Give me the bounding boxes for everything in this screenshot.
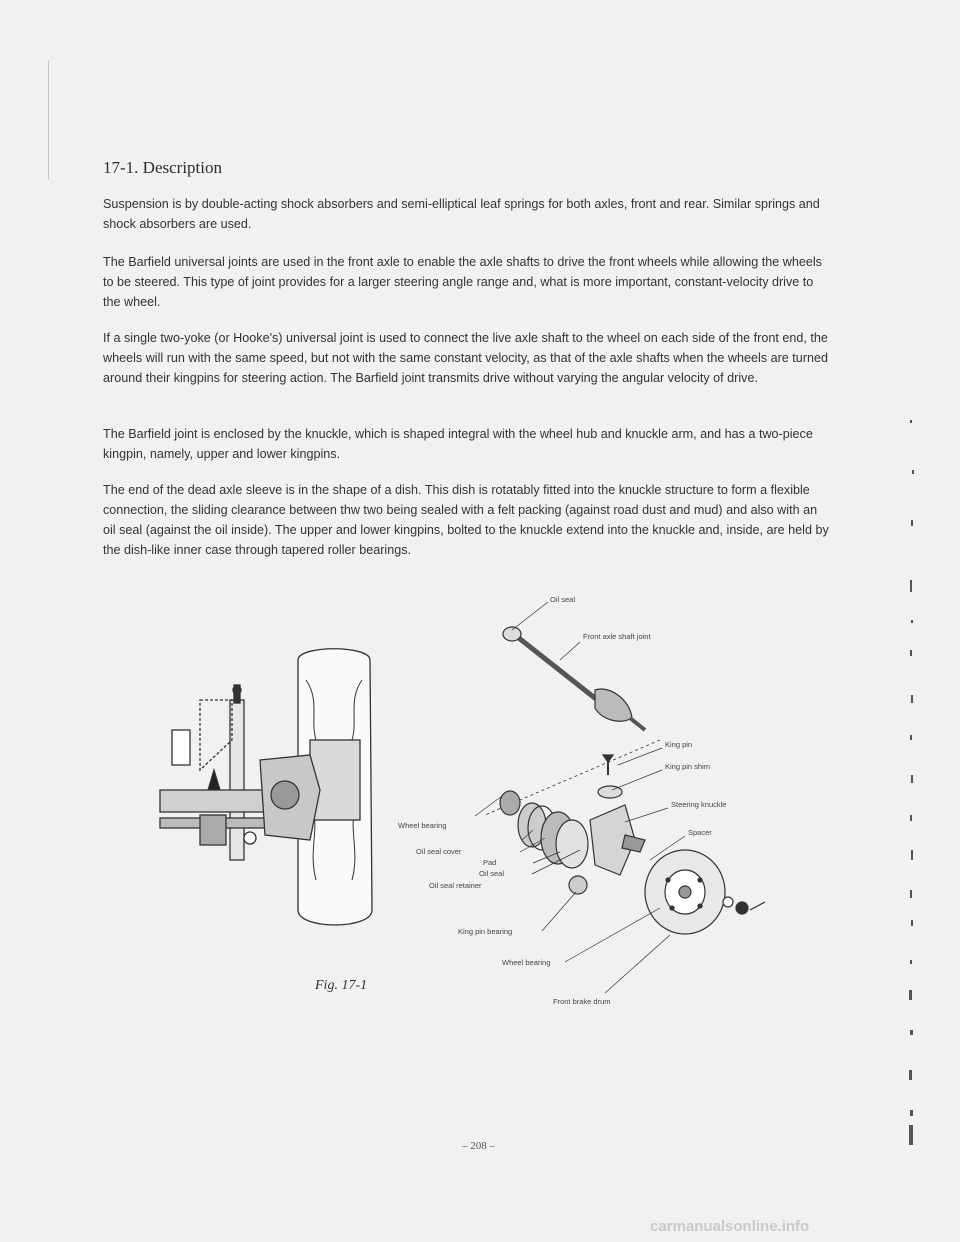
label-king-pin-shim: King pin shim — [665, 762, 711, 771]
paragraph-hookes-joint: If a single two-yoke (or Hooke's) universal joint is used to connect the live axle shaft to the wheel on each side of the front end, the wheels will run with the same speed, but not with the same constant velocity, as that of the axle shafts when the wheels are turned around their kingpins for steering action. The Barfield joint transmits drive without varying the angular velocity of drive. — [103, 331, 829, 385]
label-oil-seal-retainer: Oil seal retainer — [429, 881, 482, 890]
margin-line — [48, 60, 49, 180]
label-oil-seal-cover: Oil seal cover — [416, 847, 462, 856]
section-number: 17-1. — [103, 158, 139, 177]
paragraph-barfield-joints: The Barfield universal joints are used in the front axle to enable the axle shafts to drive the front wheels while allowing the wheels to be steered. This type of joint provides for a larger steering angle range and, what is more important, constant-velocity drive to the wheel. — [103, 255, 822, 309]
section-title: Description — [142, 158, 222, 177]
watermark: carmanualsonline.info — [650, 1218, 810, 1235]
paragraph-dead-axle: The end of the dead axle sleeve is in the shape of a dish. This dish is rotatably fitted into the knuckle structure to form a flexible connection, the sliding clearance between thw two being sealed with a felt packing (against road dust and mud) and also with an oil seal (against the oil inside). The upper and lower kingpins, bolted to the knuckle extend into the knuckle and, inside, are held by the dish-like inner case through tapered roller bearings. — [103, 483, 829, 557]
label-pad: Pad — [483, 858, 497, 867]
label-king-pin: King pin — [665, 740, 693, 749]
label-oil-seal-top: Oil seal — [550, 595, 576, 604]
section-heading — [103, 158, 222, 178]
figure-caption: Fig. 17-1 — [315, 978, 368, 993]
paragraph-suspension: Suspension is by double-acting shock absorbers and semi-elliptical leaf springs for both axles, front and rear. Similar springs and shock absorbers are used. — [103, 197, 820, 231]
label-oil-seal-mid: Oil seal — [479, 869, 505, 878]
label-wheel-bearing-upper: Wheel bearing — [398, 821, 447, 830]
page-number: – 208 – — [462, 1140, 495, 1152]
label-king-pin-bearing: King pin bearing — [458, 927, 513, 936]
label-front-brake-drum: Front brake drum — [553, 997, 611, 1006]
front-axle-diagram — [140, 590, 820, 1010]
label-spacer: Spacer — [688, 828, 712, 837]
label-front-axle-shaft-joint: Front axle shaft joint — [583, 632, 651, 641]
paragraph-knuckle: The Barfield joint is enclosed by the knuckle, which is shaped integral with the wheel hub and knuckle arm, and has a two-piece kingpin, namely, upper and lower kingpins. — [103, 427, 813, 461]
scan-edge-marks — [900, 420, 930, 1170]
assembled-axle-illustration — [160, 649, 372, 925]
label-wheel-bearing-lower: Wheel bearing — [502, 958, 551, 967]
exploded-knuckle-illustration — [475, 602, 765, 993]
label-steering-knuckle: Steering knuckle — [671, 800, 727, 809]
